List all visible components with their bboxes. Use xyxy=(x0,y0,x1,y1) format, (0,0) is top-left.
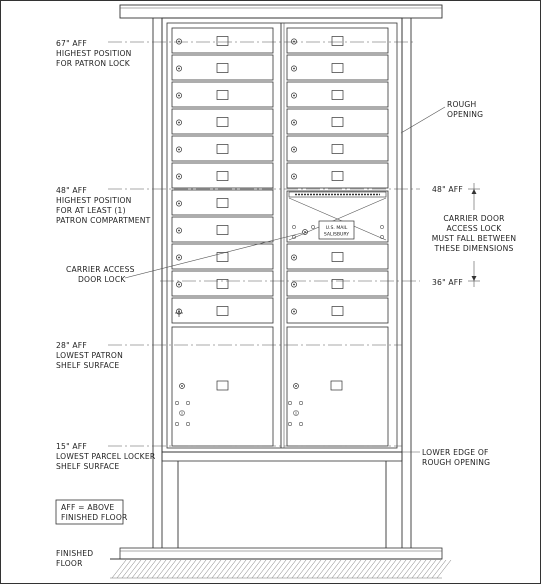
svg-text:48" AFF: 48" AFF xyxy=(56,186,87,195)
number-plate xyxy=(217,118,228,127)
svg-text:67" AFF: 67" AFF xyxy=(56,39,87,48)
label-finished-floor xyxy=(56,549,93,568)
carrier-access-panel xyxy=(287,191,388,242)
svg-text:LOWEST PATRON: LOWEST PATRON xyxy=(56,351,123,360)
svg-text:CARRIER ACCESS: CARRIER ACCESS xyxy=(66,265,135,274)
finished-floor xyxy=(110,548,451,578)
svg-text:FLOOR: FLOOR xyxy=(56,559,83,568)
drawing-border xyxy=(1,1,541,584)
compartment-door-right-7 xyxy=(287,244,388,269)
svg-text:ACCESS LOCK: ACCESS LOCK xyxy=(446,224,502,233)
number-plate xyxy=(332,172,343,181)
svg-text:28" AFF: 28" AFF xyxy=(56,341,87,350)
right-post xyxy=(402,18,411,548)
number-plate xyxy=(332,64,343,73)
svg-text:FINISHED: FINISHED xyxy=(56,549,94,558)
label-28-aff xyxy=(56,341,123,370)
svg-text:OPENING: OPENING xyxy=(447,110,484,119)
label-15-aff xyxy=(56,442,156,471)
compartment-door-left-3 xyxy=(172,82,273,107)
compartment-door-left-11 xyxy=(172,298,273,323)
label-aff-legend xyxy=(61,503,128,522)
us-mail-text: U.S. MAIL xyxy=(325,226,348,231)
compartment-door-left-1 xyxy=(172,28,273,53)
compartment-door-left-9 xyxy=(172,244,273,269)
compartment-doors xyxy=(172,28,388,323)
compartment-door-right-5 xyxy=(287,136,388,161)
pedestal-top xyxy=(162,452,402,461)
compartment-door-left-5 xyxy=(172,136,273,161)
svg-text:THESE DIMENSIONS: THESE DIMENSIONS xyxy=(434,244,514,253)
compartment-door-left-6 xyxy=(172,163,273,188)
number-plate xyxy=(217,199,228,208)
svg-text:DOOR LOCK: DOOR LOCK xyxy=(78,275,126,284)
label-48-aff-left xyxy=(56,186,151,225)
svg-text:PATRON COMPARTMENT: PATRON COMPARTMENT xyxy=(56,216,151,225)
compartment-door-left-2 xyxy=(172,55,273,80)
svg-text:SHELF SURFACE: SHELF SURFACE xyxy=(56,361,120,370)
floor-hatch xyxy=(110,560,451,578)
svg-text:MUST FALL BETWEEN: MUST FALL BETWEEN xyxy=(431,234,517,243)
compartment-door-left-7 xyxy=(172,190,273,215)
svg-text:CARRIER DOOR: CARRIER DOOR xyxy=(443,214,505,223)
number-plate xyxy=(217,145,228,154)
compartment-door-right-9 xyxy=(287,298,388,323)
svg-text:AFF = ABOVE: AFF = ABOVE xyxy=(61,503,115,512)
svg-text:FOR AT LEAST (1): FOR AT LEAST (1) xyxy=(56,206,126,215)
number-plate xyxy=(332,118,343,127)
salisbury-text: SALISBURY xyxy=(323,232,350,238)
label-carrier-range xyxy=(432,214,517,253)
top-lintel xyxy=(120,5,442,18)
label-carrier-access xyxy=(66,265,135,284)
number-plate xyxy=(332,253,343,262)
svg-text:LOWER EDGE OF: LOWER EDGE OF xyxy=(422,448,489,457)
svg-text:SHELF SURFACE: SHELF SURFACE xyxy=(56,462,120,471)
rough-opening-leader xyxy=(401,107,445,133)
svg-text:FINISHED FLOOR: FINISHED FLOOR xyxy=(61,513,128,522)
label-67-aff xyxy=(56,39,132,68)
number-plate xyxy=(332,145,343,154)
svg-text:HIGHEST POSITION: HIGHEST POSITION xyxy=(56,196,132,205)
svg-text:FOR PATRON LOCK: FOR PATRON LOCK xyxy=(56,59,130,68)
svg-text:ROUGH: ROUGH xyxy=(447,100,477,109)
svg-text:15" AFF: 15" AFF xyxy=(56,442,87,451)
number-plate xyxy=(217,91,228,100)
compartment-door-left-8 xyxy=(172,217,273,242)
left-post xyxy=(153,18,162,548)
number-plate xyxy=(217,37,228,46)
compartment-door-left-10 xyxy=(172,271,273,296)
number-plate xyxy=(217,64,228,73)
number-plate xyxy=(332,91,343,100)
label-rough-opening xyxy=(447,100,483,119)
label-36-aff-right: 36" AFF xyxy=(432,278,463,287)
compartment-door-right-8 xyxy=(287,271,388,296)
label-lower-edge xyxy=(422,448,490,467)
compartment-door-left-4 xyxy=(172,109,273,134)
number-plate xyxy=(332,307,343,316)
compartment-door-right-4 xyxy=(287,109,388,134)
label-48-aff-right: 48" AFF xyxy=(432,185,463,194)
number-plate xyxy=(332,37,343,46)
number-plate xyxy=(217,172,228,181)
svg-text:ROUGH OPENING: ROUGH OPENING xyxy=(422,458,491,467)
compartment-door-right-2 xyxy=(287,55,388,80)
compartment-door-right-3 xyxy=(287,82,388,107)
number-plate xyxy=(217,307,228,316)
svg-text:LOWEST PARCEL LOCKER: LOWEST PARCEL LOCKER xyxy=(56,452,156,461)
compartment-door-right-6 xyxy=(287,163,388,188)
number-plate xyxy=(217,226,228,235)
svg-text:HIGHEST POSITION: HIGHEST POSITION xyxy=(56,49,132,58)
number-plate xyxy=(217,253,228,262)
compartment-door-right-1 xyxy=(287,28,388,53)
